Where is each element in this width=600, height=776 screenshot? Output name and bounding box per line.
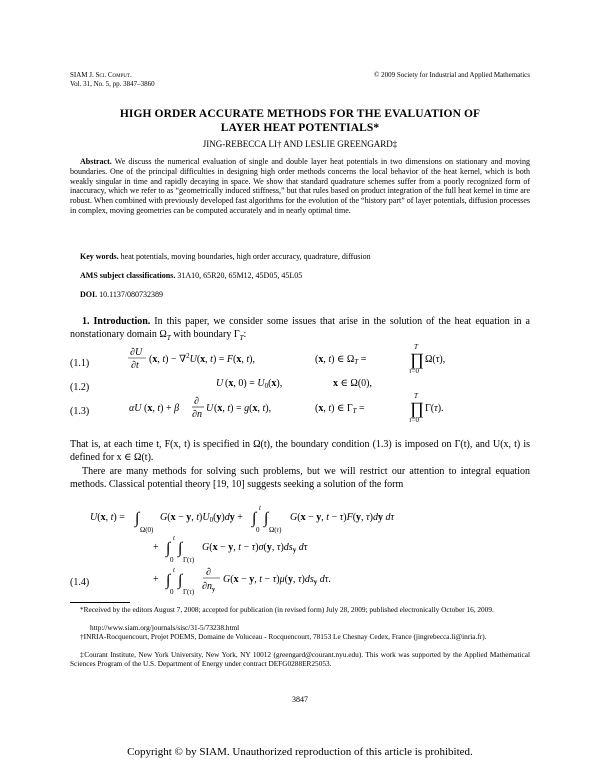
svg-text:Ω(0): Ω(0) (140, 526, 154, 534)
header-copyright: © 2009 Society for Industrial and Applied Mathematics (374, 71, 530, 79)
footnote-affiliation-li: †INRIA-Rocquencourt, Projet POEMS, Domaine de Voluceau - Rocquencourt, 78153 Le Chesnay Cedex, France (jingrebecca.li@inria.fr). (80, 632, 487, 641)
svg-text:U: U (206, 403, 214, 414)
svg-text:∫: ∫ (252, 510, 257, 527)
svg-text:G(x − y, t − τ)F(y, τ)dy dτ: G(x − y, t − τ)F(y, τ)dy dτ (290, 512, 395, 523)
doi-label: DOI. (80, 290, 98, 299)
svg-text:(x, t) − ∇2U(x, t) = F(x, t),: (x, t) − ∇$^2$U(x, t) = F(x, t), (149, 352, 255, 365)
svg-text:(x, t) = g(x, t),: (x, t) = g(x, t), (214, 403, 272, 414)
svg-text:∫: ∫ (178, 540, 183, 557)
svg-text:0: 0 (170, 556, 174, 564)
keywords (70, 252, 530, 262)
svg-text:x ∈ Ω(0),: x ∈ Ω(0), (333, 378, 372, 389)
footnote-url[interactable]: http://www.siam.org/journals/sisc/31-5/73238.html (90, 623, 240, 632)
equation-number-1-2: (1.2) (70, 382, 90, 393)
journal-name: SIAM J. Sci. Comput. (70, 71, 132, 79)
svg-text:t: t (173, 566, 175, 574)
svg-text:∂t: ∂t (131, 360, 139, 371)
svg-text:αU: αU (129, 403, 142, 414)
equation-1-4 (88, 502, 538, 596)
paragraph-definitions: That is, at each time t, F(x, t) is specified in Ω(t), the boundary condition (1.3) is imposed on Γ(t), and U(x, t) is defined for x ∈ Ω(t). (70, 439, 530, 464)
footnote-received: *Received by the editors August 7, 2008; accepted for publication (in revised form) July 28, 2009; published electronically October 16, 2009. (80, 605, 494, 614)
footnote-rule (70, 602, 130, 603)
journal-volume: Vol. 31, No. 5, pp. 3847–3860 (70, 80, 155, 88)
svg-text:∏: ∏ (410, 399, 424, 418)
svg-text:G(x − y, t − τ)μ(y, τ)dsy dτ.: G(x − y, t − τ)μ(y, $\tau)ds_y$ dτ. (223, 574, 331, 586)
equation-number-1-3: (1.3) (70, 406, 90, 417)
svg-text:Γ(τ).: Γ(τ). (425, 403, 444, 414)
svg-text:∫: ∫ (178, 572, 183, 589)
svg-text:(x, t) ∈ ΓT =: (x, t) ∈ $\Gamma_T$ = (315, 403, 365, 415)
copyright-notice: Copyright © by SIAM. Unauthorized reproduction of this article is prohibited. (127, 746, 473, 758)
svg-text:∂n: ∂n (192, 409, 202, 420)
svg-text:T: T (414, 392, 418, 400)
section-heading: 1. Introduction. (82, 316, 151, 327)
authors: JING-REBECCA LI† AND LESLIE GREENGARD‡ (202, 139, 398, 149)
svg-text:+: + (153, 574, 159, 585)
svg-text:∂: ∂ (194, 396, 199, 407)
svg-text:∫: ∫ (166, 540, 171, 557)
svg-text:t: t (259, 504, 261, 512)
svg-text:(x, t) ∈ ΩT =: (x, t) ∈ $\Omega_T$ = (315, 354, 367, 366)
svg-text:Γ(τ): Γ(τ) (183, 556, 195, 564)
paper-title (70, 107, 530, 135)
svg-text:+: + (153, 542, 159, 553)
equation-number-1-1: (1.1) (70, 358, 90, 369)
svg-text:∂U: ∂U (130, 347, 143, 358)
svg-text:τ=0: τ=0 (409, 416, 419, 424)
equations-1-1-to-1-3 (120, 340, 540, 432)
svg-text:T: T (414, 343, 418, 351)
svg-text:0: 0 (170, 588, 174, 596)
abstract (70, 157, 530, 216)
svg-text:G(x − y, t − τ)σ(y, τ)dsy dτ: G(x − y, t − τ)σ(y, $\tau)ds_y$ dτ (202, 542, 308, 554)
title-line-2: LAYER HEAT POTENTIALS* (220, 122, 380, 134)
paragraph-potential-theory: There are many methods for solving such problems, but we will restrict our attention to integral equation methods. Classical potential theory [19, 10] suggests seeking a solution of the form (70, 466, 530, 491)
svg-text:∫: ∫ (135, 510, 140, 527)
ams-label: AMS subject classifications. (80, 271, 176, 280)
svg-text:G(x − y, t)U0(y)dy +: G(x − y, $t)U_0(y)dy$ + (160, 512, 243, 524)
svg-text:∂ny: $\partial n_y$ (202, 581, 215, 593)
doi-text: 10.1137/080732389 (99, 290, 164, 299)
svg-text:∫: ∫ (166, 572, 171, 589)
svg-text:U(x, t) =: U(x, t) = (90, 512, 125, 523)
ams-text: 31A10, 65R20, 65M12, 45D05, 45L05 (177, 271, 303, 280)
svg-text:∫: ∫ (264, 510, 269, 527)
intro-text-b: with boundary Γ (170, 329, 240, 341)
svg-text:(x, t) + β: (x, t) + β (144, 403, 180, 414)
page-number: 3847 (292, 695, 308, 704)
keywords-text: heat potentials, moving boundaries, high order accuracy, quadrature, diffusion (120, 252, 371, 261)
svg-text:Ω(τ): Ω(τ) (269, 526, 282, 534)
intro-paragraph: 1. Introduction. In this paper, we consider some issues that arise in the solution of the heat equation in a nonstationary domain $\Omega_T$ with boundary $\Gamma_T$: (70, 316, 530, 343)
svg-text:∏: ∏ (410, 350, 424, 369)
svg-text:Ω(τ),: Ω(τ), (425, 354, 446, 365)
svg-text:τ=0: τ=0 (409, 367, 419, 375)
svg-text:t: t (173, 534, 175, 542)
svg-text:0: 0 (256, 526, 260, 534)
footnote-affiliation-greengard: ‡Courant Institute, New York University, New York, NY 10012 (greengard@courant.nyu.edu). This work was supported by the Applied Mathematical Sciences Program of the U.S. Department of Energy under contract DEFG0288ER25053. (70, 650, 530, 668)
intro-text-a: In this paper, we consider some issues that arise in the solution of the heat equation in a nonstationary domain Ω (70, 316, 530, 341)
svg-text:Γ(τ): Γ(τ) (183, 588, 195, 596)
intro-text-c: : (243, 329, 247, 341)
abstract-label: Abstract. (80, 157, 112, 166)
doi (70, 290, 530, 300)
title-line-1: HIGH ORDER ACCURATE METHODS FOR THE EVALUATION OF (119, 108, 481, 120)
svg-text:(x, 0) = U0(x),: (x, $0) = U_0(x)$, (225, 378, 283, 390)
svg-text:U: U (216, 378, 224, 389)
ams-classifications (70, 271, 530, 281)
equation-number-1-4: (1.4) (70, 577, 90, 588)
abstract-text: We discuss the numerical evaluation of single and double layer heat potentials in two dimensions on stationary and moving boundaries. One of the principal difficulties in designing high order methods concerns the local behavior of the heat kernel, which is both weakly singular in time and rapidly decaying in space. We show that standard quadrature schemes suffer from a poorly recognized form of inaccuracy, which we refer to as “geometrically induced stiffness,” but that rules based on product integration of the full heat kernel in time are robust. When combined with previously developed fast algorithms for the evolution of the “history part” of layer potentials, diffusion processes in complex, moving geometries can be computed accurately and in nearly optimal time. (70, 157, 530, 215)
svg-text:∂: ∂ (206, 567, 211, 578)
keywords-label: Key words. (80, 252, 119, 261)
